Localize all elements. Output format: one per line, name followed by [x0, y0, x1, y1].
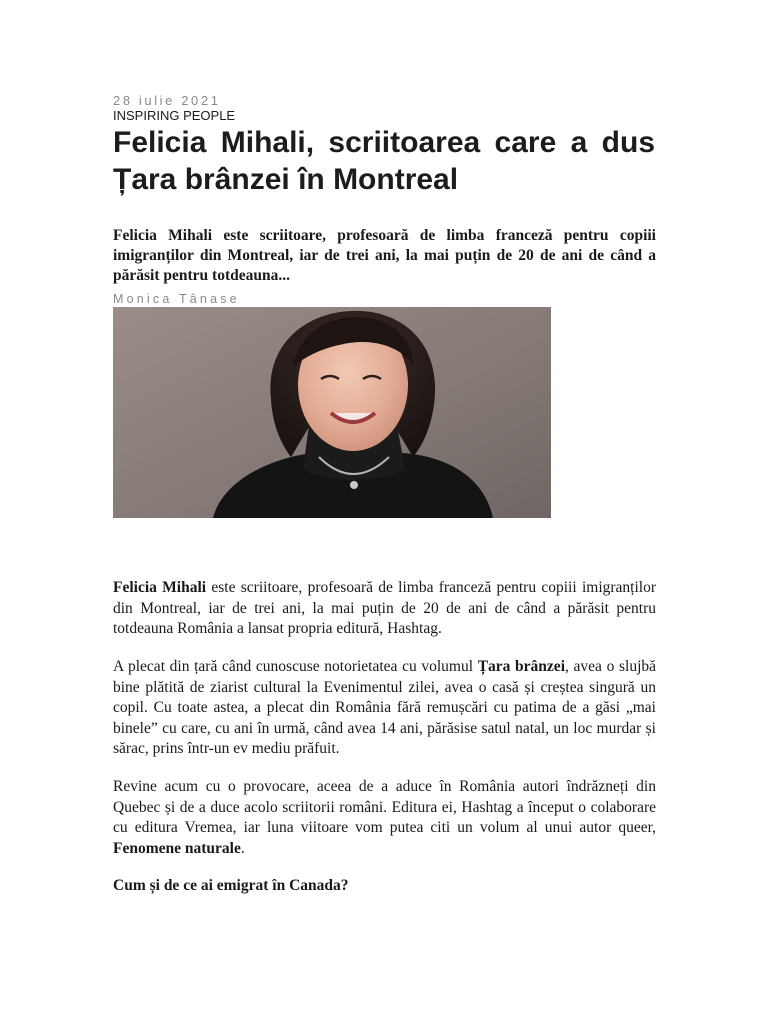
paragraph-2-text-b: , avea o slujbă bine plătită de ziarist cultural la Evenimentul zilei, avea o casă și creștea singură un copil. Cu toate astea, a plecat din România fără remușcări cu patima de a găsi „mai binele” cu care, cu ani în urmă, când avea 14 ani, părăsise satul natal, un loc murdar și sărac, prins într-un ev mediu prăfuit. — [113, 658, 656, 757]
book-title-bold: Țara brânzei — [477, 658, 565, 675]
article-paragraph-1 — [113, 578, 656, 640]
paragraph-1-text: este scriitoare, profesoară de limba franceză pentru copiii imigranților din Montreal, iar de trei ani, la mai puțin de 20 de ani de când a părăsit pentru totdeauna România a lansat propria editură, Hashtag. — [113, 579, 656, 637]
article-photo — [113, 307, 551, 518]
interview-question: Cum și de ce ai emigrat în Canada? — [113, 877, 349, 894]
portrait-photo — [113, 307, 551, 518]
article-title-line-1: Felicia Mihali, scriitoarea care a dus — [113, 126, 655, 159]
paragraph-3-text-b: . — [240, 839, 245, 857]
article-title-line-2: Țara brânzei în Montreal — [113, 163, 459, 196]
author-name-bold: Felicia Mihali — [113, 579, 207, 596]
article-lead: Felicia Mihali este scriitoare, profesoară de limba franceză pentru copiii imigranților din Montreal, iar de trei ani, la mai puțin de 20 de ani de când a părăsit pentru totdeauna... — [113, 227, 656, 284]
paragraph-3-text-a: Revine acum cu o provocare, aceea de a aduce în România autori îndrăzneți din Quebec și de a duce acolo scriitorii români. Editura ei, Hashtag a început o colaborare cu editura Vremea, iar luna viitoare vom putea citi un volum al unui autor queer, — [113, 778, 656, 836]
paragraph-2-text-a: A plecat din țară când cunoscuse notorietatea cu volumul — [113, 658, 478, 675]
book-title-bold-2: Fenomene naturale — [113, 839, 241, 857]
article-paragraph-3 — [113, 777, 656, 859]
article-date: 28 iulie 2021 — [113, 93, 221, 108]
article-paragraph-2 — [113, 657, 656, 760]
article-author[interactable]: Monica Tânase — [113, 292, 240, 306]
article-category[interactable]: INSPIRING PEOPLE — [113, 108, 236, 123]
article-title — [113, 124, 655, 198]
